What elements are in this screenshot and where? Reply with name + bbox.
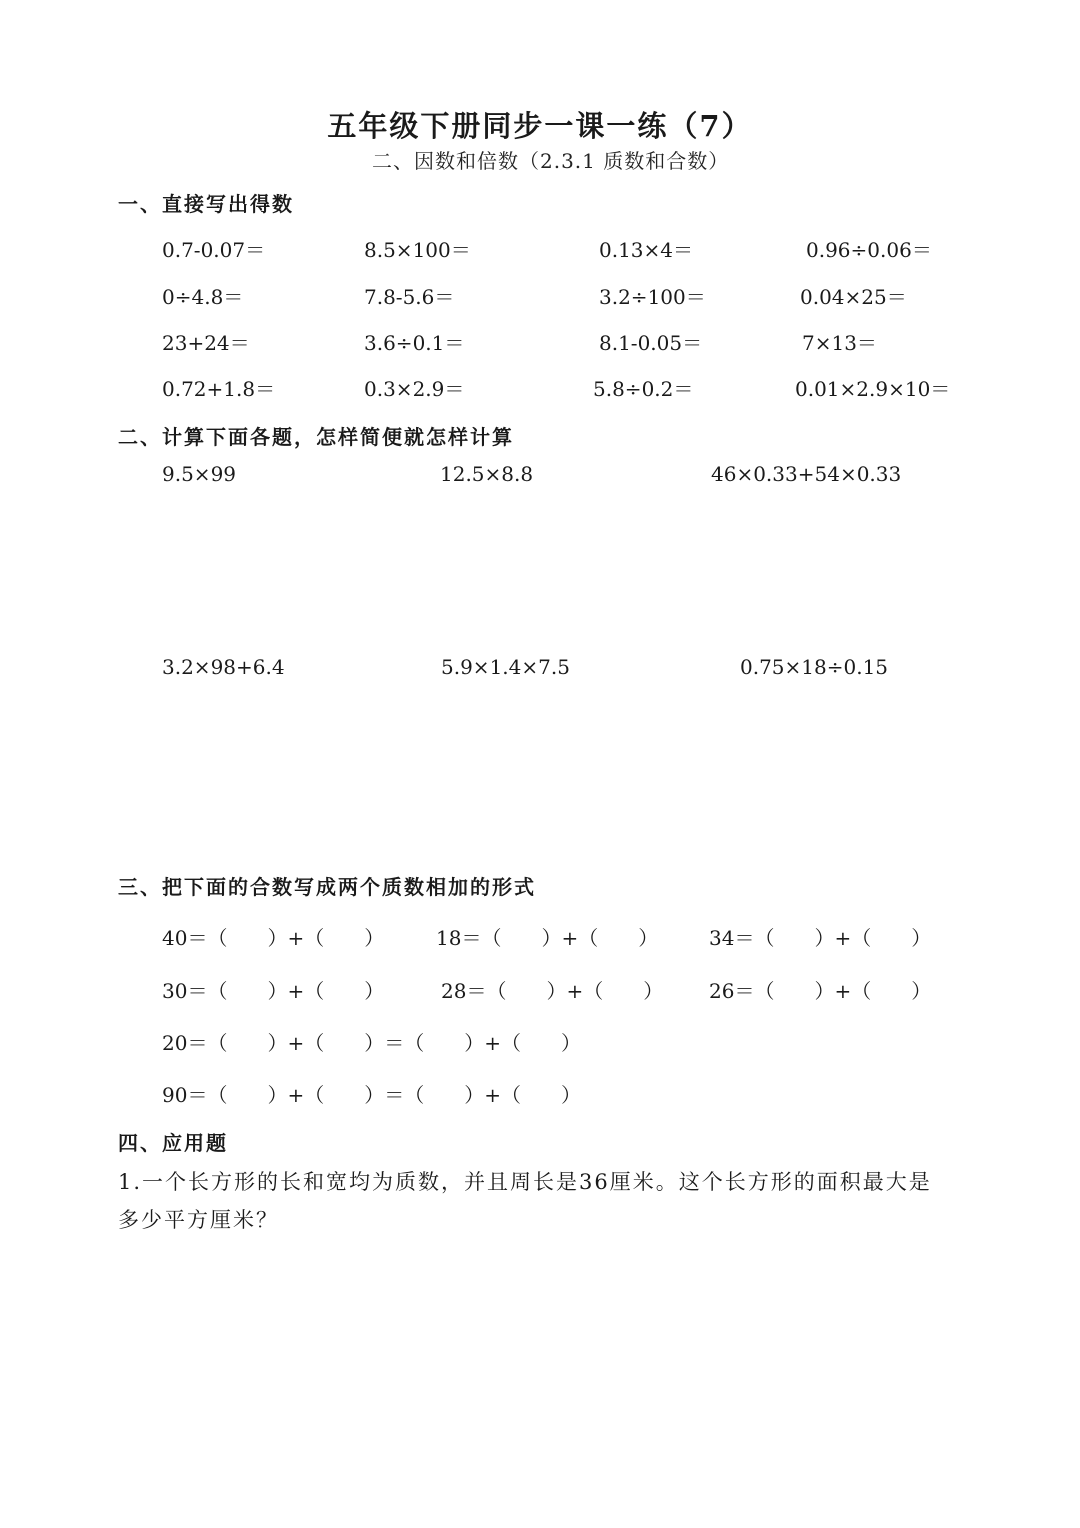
s2-expression: 46×0.33+54×0.33 [711,462,902,486]
s1-expression: 23+24＝ [162,331,250,355]
s1-expression: 0.7-0.07＝ [162,238,266,262]
s1-expression: 3.2÷100＝ [599,285,706,309]
page-title: 五年级下册同步一课一练（7） [327,109,753,143]
s2-expression: 0.75×18÷0.15 [740,655,889,679]
s2-expression: 5.9×1.4×7.5 [441,655,570,679]
word-problem-line-1: 1.一个长方形的长和宽均为质数，并且周长是36厘米。这个长方形的面积最大是 [118,1170,932,1194]
word-problem-line-2: 多少平方厘米？ [118,1208,279,1232]
s3-blank: 28＝（ ）+（ ） [441,979,664,1003]
section-2-heading: 二、计算下面各题，怎样简便就怎样计算 [118,425,514,449]
s1-expression: 5.8÷0.2＝ [593,377,694,401]
s1-expression: 0.04×25＝ [800,285,907,309]
s1-expression: 8.5×100＝ [364,238,471,262]
s1-expression: 0.3×2.9＝ [364,377,465,401]
s3-blank: 90＝（ ）+（ ）＝（ ）+（ ） [162,1083,581,1107]
s1-expression: 7×13＝ [802,331,877,355]
s1-expression: 0.13×4＝ [599,238,694,262]
s2-expression: 12.5×8.8 [440,462,534,486]
s1-expression: 0.72+1.8＝ [162,377,276,401]
s3-blank: 34＝（ ）+（ ） [709,926,932,950]
s1-expression: 7.8-5.6＝ [364,285,455,309]
s1-expression: 0.96÷0.06＝ [806,238,932,262]
s3-blank: 18＝（ ）+（ ） [436,926,659,950]
page-subtitle: 二、因数和倍数（2.3.1 质数和合数） [372,149,730,173]
s2-expression: 9.5×99 [162,462,237,486]
section-4-heading: 四、应用题 [118,1131,228,1155]
s3-blank: 30＝（ ）+（ ） [162,979,385,1003]
section-1-heading: 一、直接写出得数 [118,192,294,216]
s3-blank: 40＝（ ）+（ ） [162,926,385,950]
s1-expression: 8.1-0.05＝ [599,331,703,355]
s3-blank: 20＝（ ）+（ ）＝（ ）+（ ） [162,1031,581,1055]
section-3-heading: 三、把下面的合数写成两个质数相加的形式 [118,875,536,899]
s1-expression: 3.6÷0.1＝ [364,331,465,355]
s1-expression: 0÷4.8＝ [162,285,244,309]
s1-expression: 0.01×2.9×10＝ [795,377,951,401]
s2-expression: 3.2×98+6.4 [162,655,285,679]
s3-blank: 26＝（ ）+（ ） [709,979,932,1003]
